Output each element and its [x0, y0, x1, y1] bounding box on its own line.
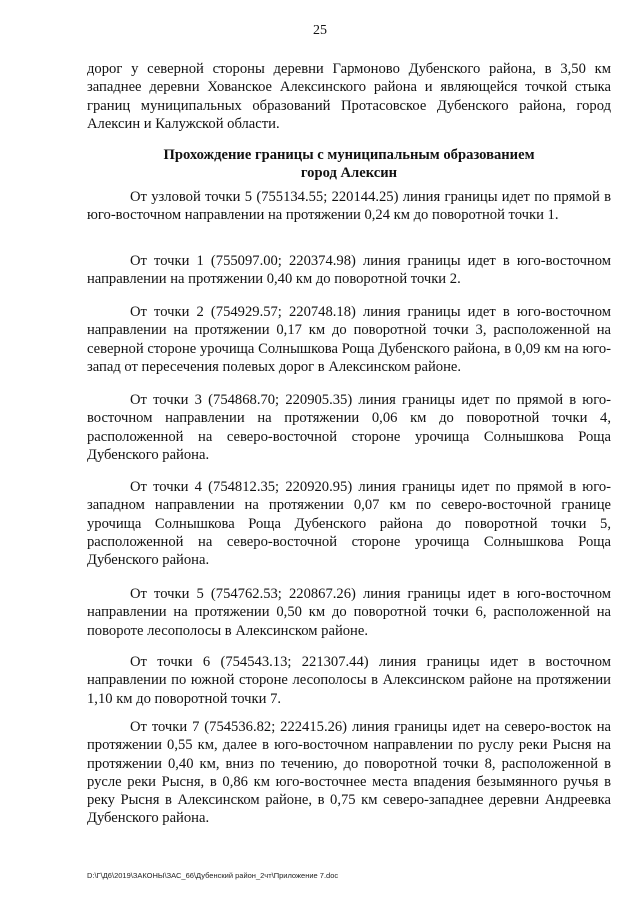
paragraph-8: От точки 7 (754536.82; 222415.26) линия границы идет на северо-восток на протяжении 0,55 км, далее в юго-восточном направлении по руслу реки Рысня на протяжении 0,40 км, вниз по течению, до поворотной точки 8, расположенной в русле реки Рысня, в 0,86 км юго-восточнее места впадения безымянного ручья в реку Рысня в Алексинском районе, в 0,75 км северо-западнее деревни Андреевка Дубенского района.	[87, 719, 611, 827]
paragraph-4: От точки 3 (754868.70; 220905.35) линия границы идет по прямой в юго-восточном направлении на протяжении 0,06 км до поворотной точки 4, расположенной на северо-восточной стороне урочища Солнышкова Роща Дубенского района.	[87, 392, 611, 463]
intro-paragraph: дорог у северной стороны деревни Гармоново Дубенского района, в 3,50 км западнее деревни Хованское Алексинского района и являющейся точкой стыка границ муниципальных образований Протасовское Дубенского района, город Алексин и Калужской области.	[87, 61, 611, 132]
section-heading	[87, 146, 611, 182]
footer-file-path: D:\Г\Д6\2019\ЗАКОНЫ\ЗАС_66\Дубенский район_2чт\Приложение 7.doc	[87, 871, 339, 880]
section-heading-line-2: город Алексин	[300, 165, 398, 181]
paragraph-6: От точки 5 (754762.53; 220867.26) линия границы идет в юго-восточном направлении на протяжении 0,50 км до поворотной точки 6, расположенной на повороте лесополосы в Алексинском районе.	[87, 586, 611, 639]
paragraph-3: От точки 2 (754929.57; 220748.18) линия границы идет в юго-восточном направлении на протяжении 0,17 км до поворотной точки 3, расположенной на северной стороне урочища Солнышкова Роща Дубенского района, в 0,09 км на юго-запад от пересечения полевых дорог в Алексинском районе.	[87, 304, 611, 375]
section-heading-line-1: Прохождение границы с муниципальным образованием	[163, 147, 535, 163]
paragraph-2: От точки 1 (755097.00; 220374.98) линия границы идет в юго-восточном направлении на протяжении 0,40 км до поворотной точки 2.	[87, 253, 611, 288]
paragraph-1: От узловой точки 5 (755134.55; 220144.25) линия границы идет по прямой в юго-восточном направлении на протяжении 0,24 км до поворотной точки 1.	[87, 189, 611, 224]
paragraph-5: От точки 4 (754812.35; 220920.95) линия границы идет по прямой в юго-западном направлении на протяжении 0,07 км по северо-восточной границе урочища Солнышкова Роща Дубенского района до поворотной точки 5, расположенной на северо-восточной стороне урочища Солнышкова Роща Дубенского района.	[87, 479, 611, 569]
page-number: 25	[313, 23, 327, 38]
paragraph-7: От точки 6 (754543.13; 221307.44) линия границы идет в восточном направлении по южной стороне лесополосы в Алексинском районе на протяжении 1,10 км до поворотной точки 7.	[87, 654, 611, 707]
